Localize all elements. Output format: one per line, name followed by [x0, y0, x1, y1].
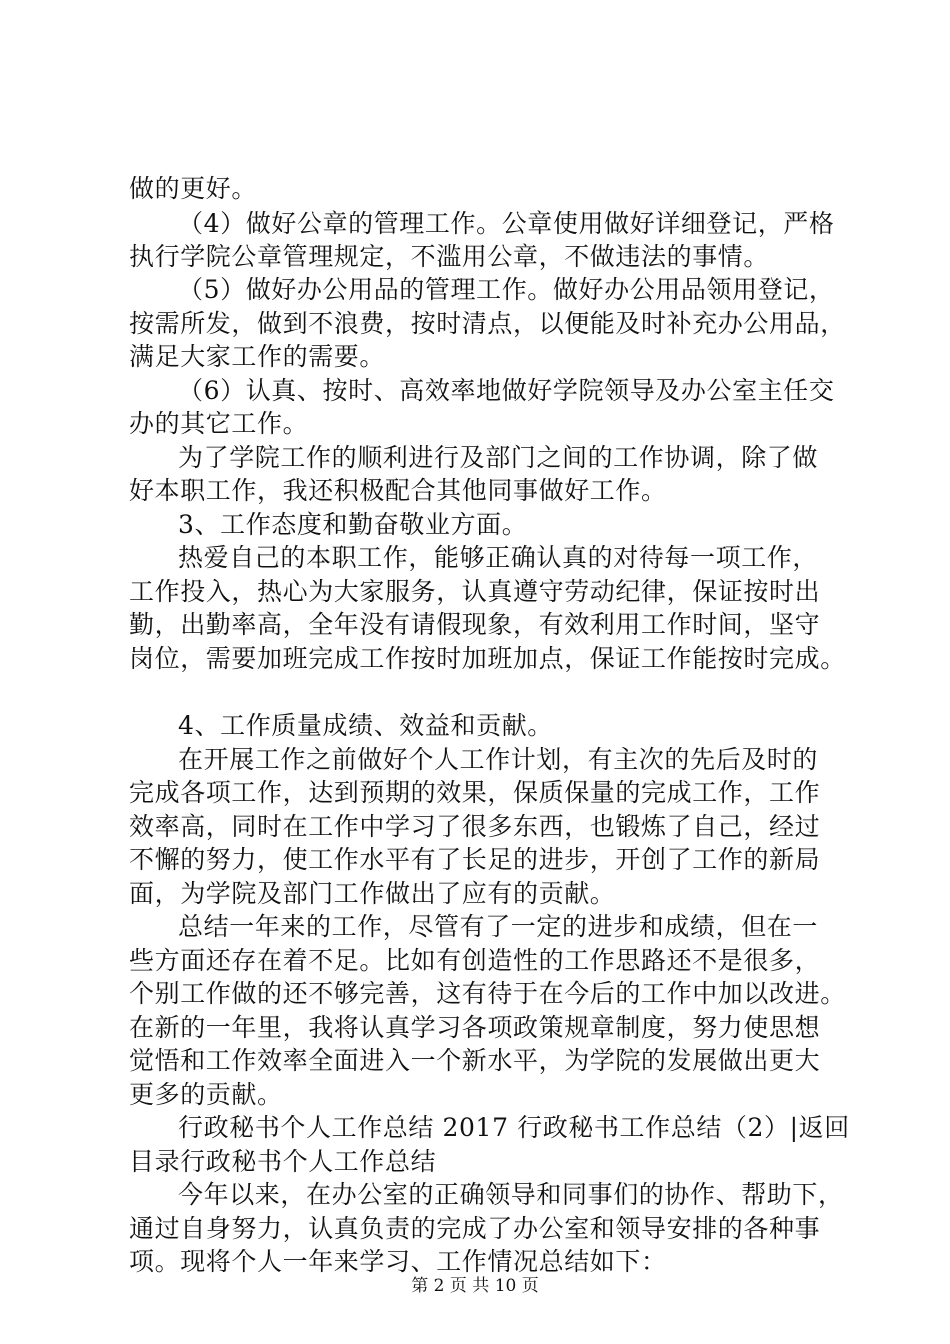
- text-line: 满足大家工作的需要。: [129, 342, 386, 371]
- text-line: 做的更好。: [129, 174, 258, 203]
- text-line: 更多的贡献。: [129, 1080, 283, 1109]
- text-line: 通过自身努力，认真负责的完成了办公室和领导安排的各种事: [129, 1214, 821, 1243]
- text-line: 总结一年来的工作，尽管有了一定的进步和成绩，但在一: [178, 912, 819, 941]
- text-line: 不懈的努力，使工作水平有了长足的进步，开创了工作的新局: [129, 845, 821, 874]
- text-line: 在新的一年里，我将认真学习各项政策规章制度，努力使思想: [129, 1013, 821, 1042]
- text-line: （4）做好公章的管理工作。公章使用做好详细登记，严格: [178, 209, 835, 238]
- text-line: 好本职工作，我还积极配合其他同事做好工作。: [129, 476, 667, 505]
- text-line: 执行学院公章管理规定，不滥用公章，不做违法的事情。: [129, 242, 770, 271]
- text-line: 办的其它工作。: [129, 409, 309, 438]
- text-line: 行政秘书个人工作总结 2017 行政秘书工作总结（2）|返回: [178, 1113, 850, 1142]
- text-line: （6）认真、按时、高效率地做好学院领导及办公室主任交: [178, 376, 835, 405]
- text-line: 目录行政秘书个人工作总结: [129, 1147, 437, 1176]
- text-line: 效率高，同时在工作中学习了很多东西，也锻炼了自己，经过: [129, 812, 821, 841]
- text-line: 岗位，需要加班完成工作按时加班加点，保证工作能按时完成。: [129, 644, 846, 673]
- page-footer: 第 2 页 共 10 页: [411, 1276, 539, 1296]
- text-line: 今年以来，在办公室的正确领导和同事们的协作、帮助下，: [178, 1180, 844, 1209]
- section-heading: 4、工作质量成绩、效益和贡献。: [178, 711, 553, 740]
- text-line: 些方面还存在着不足。比如有创造性的工作思路还不是很多，: [129, 946, 821, 975]
- text-line: 完成各项工作，达到预期的效果，保质保量的完成工作，工作: [129, 778, 821, 807]
- text-line: 觉悟和工作效率全面进入一个新水平，为学院的发展做出更大: [129, 1046, 821, 1075]
- text-line: 工作投入，热心为大家服务，认真遵守劳动纪律，保证按时出: [129, 577, 821, 606]
- text-line: 面，为学院及部门工作做出了应有的贡献。: [129, 879, 616, 908]
- text-line: 勤，出勤率高，全年没有请假现象，有效利用工作时间，坚守: [129, 610, 821, 639]
- text-line: （5）做好办公用品的管理工作。做好办公用品领用登记，: [178, 275, 835, 304]
- text-line: 热爱自己的本职工作，能够正确认真的对待每一项工作，: [178, 543, 819, 572]
- text-line: 为了学院工作的顺利进行及部门之间的工作协调，除了做: [178, 443, 819, 472]
- text-line: 项。现将个人一年来学习、工作情况总结如下：: [129, 1247, 667, 1276]
- text-line: 个别工作做的还不够完善，这有待于在今后的工作中加以改进。: [129, 979, 846, 1008]
- text-line: 在开展工作之前做好个人工作计划，有主次的先后及时的: [178, 745, 819, 774]
- text-line: 按需所发，做到不浪费，按时清点，以便能及时补充办公用品，: [129, 309, 846, 338]
- section-heading: 3、工作态度和勤奋敬业方面。: [178, 510, 528, 539]
